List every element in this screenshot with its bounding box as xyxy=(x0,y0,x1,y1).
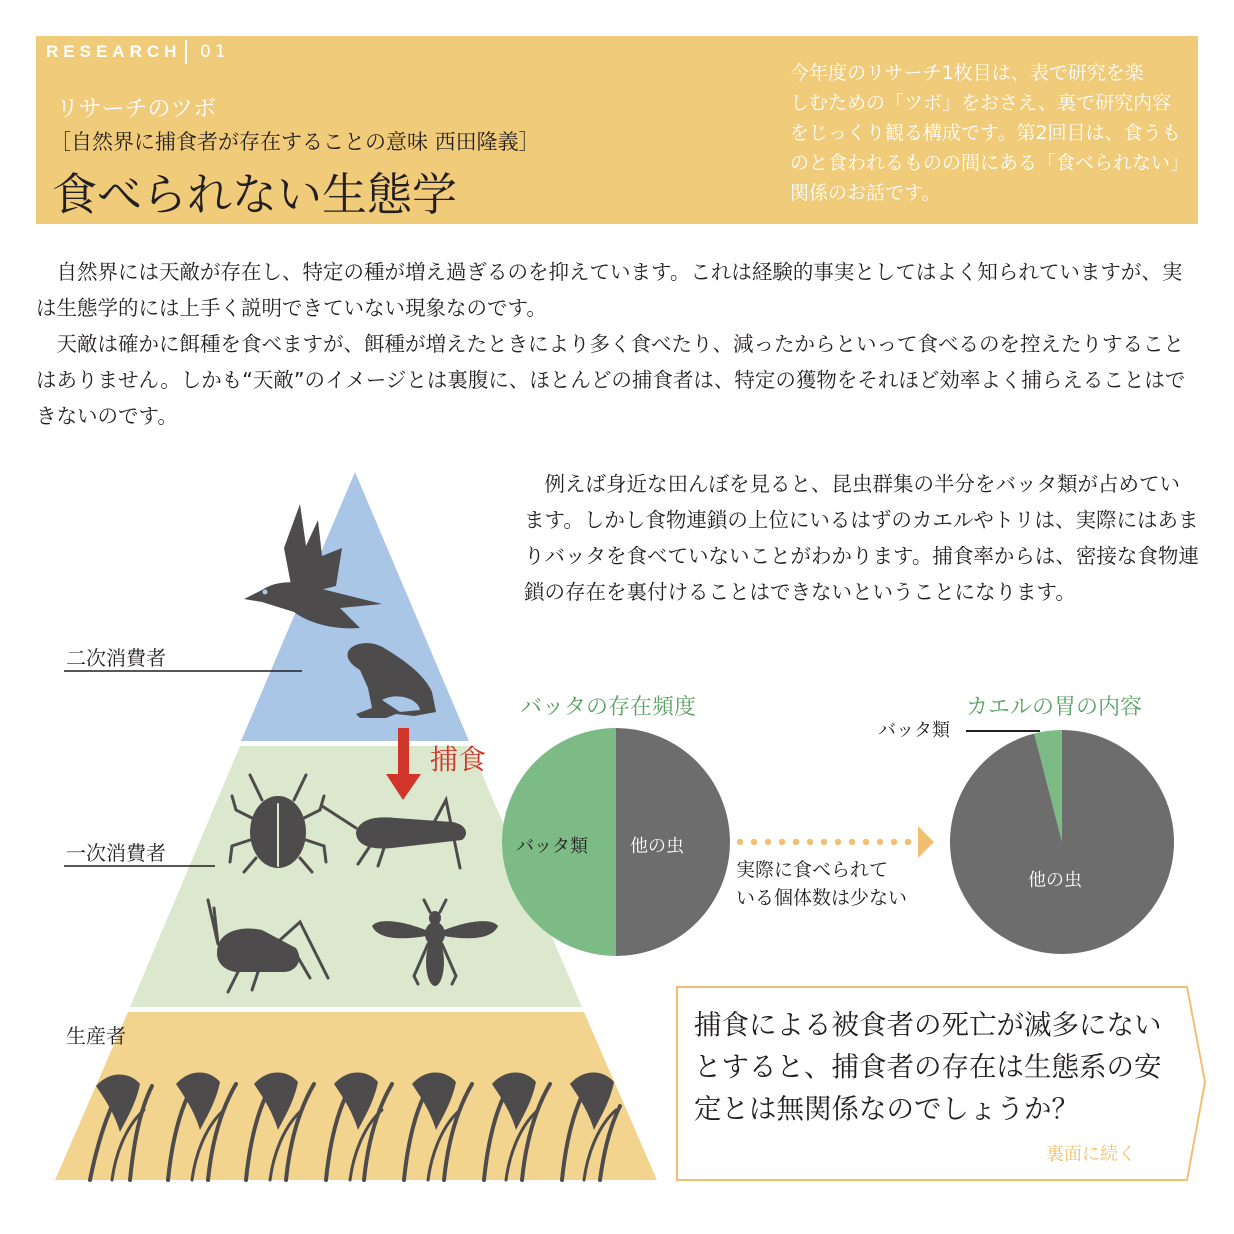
intro-text xyxy=(790,58,1190,208)
research-separator xyxy=(185,40,187,64)
page-title: 食べられない生態学 xyxy=(52,168,458,221)
dotted-arrow xyxy=(736,824,942,860)
producer-label: 生産者 xyxy=(66,1024,126,1048)
research-number: 01 xyxy=(200,42,230,62)
primary-consumer-label: 一次消費者 xyxy=(66,841,166,865)
right-pie-label-other: 他の虫 xyxy=(1028,870,1082,891)
right-pie-chart xyxy=(948,728,1176,956)
paragraph-2: 天敵は確かに餌種を食べますが、餌種が増えたときにより多く食べたり、減ったからといって食べるのを控えたりすることはありません。しかも“天敵”のイメージとは裏腹に、ほとんどの捕食者は、特定の獲物をそれほど効率よく捕らえることはできないのです。 xyxy=(36,332,1186,428)
paragraph-1: 自然界には天敵が存在し、特定の種が増え過ぎるのを抑えています。これは経験的事実としてはよく知られていますが、実は生態学的には上手く説明できていない現象なのです。 xyxy=(36,260,1183,320)
continue-link[interactable]: 裏面に続く xyxy=(1046,1144,1136,1165)
predation-label: 捕食 xyxy=(430,743,487,776)
pie-slice-1 xyxy=(950,730,1174,954)
right-pie-title: カエルの胃の内容 xyxy=(966,695,1143,720)
research-label: RESEARCH xyxy=(46,42,182,61)
right-pie-leader-line xyxy=(966,730,1040,732)
right-pie-label-grasshopper: バッタ類 xyxy=(878,720,950,741)
intro-line: しむための「ツボ」をおさえ、裏で研究内容 xyxy=(790,92,1172,114)
intro-line: 今年度のリサーチ1枚目は、表で研究を楽 xyxy=(790,62,1144,84)
subtitle: ［自然界に捕食者が存在することの意味 西田隆義］ xyxy=(50,130,540,154)
arrow-note-line: いる個体数は少ない xyxy=(736,887,908,909)
intro-line: のと食われるものの間にある「食べられない」 xyxy=(790,152,1190,174)
left-pie-label-other: 他の虫 xyxy=(630,836,684,857)
secondary-consumer-label: 二次消費者 xyxy=(66,646,166,670)
kicker: リサーチのツボ xyxy=(56,96,217,122)
question-text: 捕食による被食者の死亡が滅多にないとすると、捕食者の存在は生態系の安定とは無関係なのでしょうか？ xyxy=(694,1009,1162,1125)
arrow-note-line: 実際に食べられて xyxy=(736,859,889,881)
intro-line: 関係のお話です。 xyxy=(790,182,941,204)
arrow-note xyxy=(736,856,907,912)
paragraph-3: 例えば身近な田んぼを見ると、昆虫群集の半分をバッタ類が占めています。しかし食物連鎖の上位にいるはずのカエルやトリは、実際にはあまりバッタを食べていないことがわかります。捕食率からは、密接な食物連鎖の存在を裏付けることはできないということになります。 xyxy=(524,472,1199,604)
intro-line: をじっくり観る構成です。第2回目は、食うも xyxy=(790,122,1181,144)
left-pie-label-grasshopper: バッタ類 xyxy=(516,836,588,857)
left-pie-title: バッタの存在頻度 xyxy=(520,695,697,720)
